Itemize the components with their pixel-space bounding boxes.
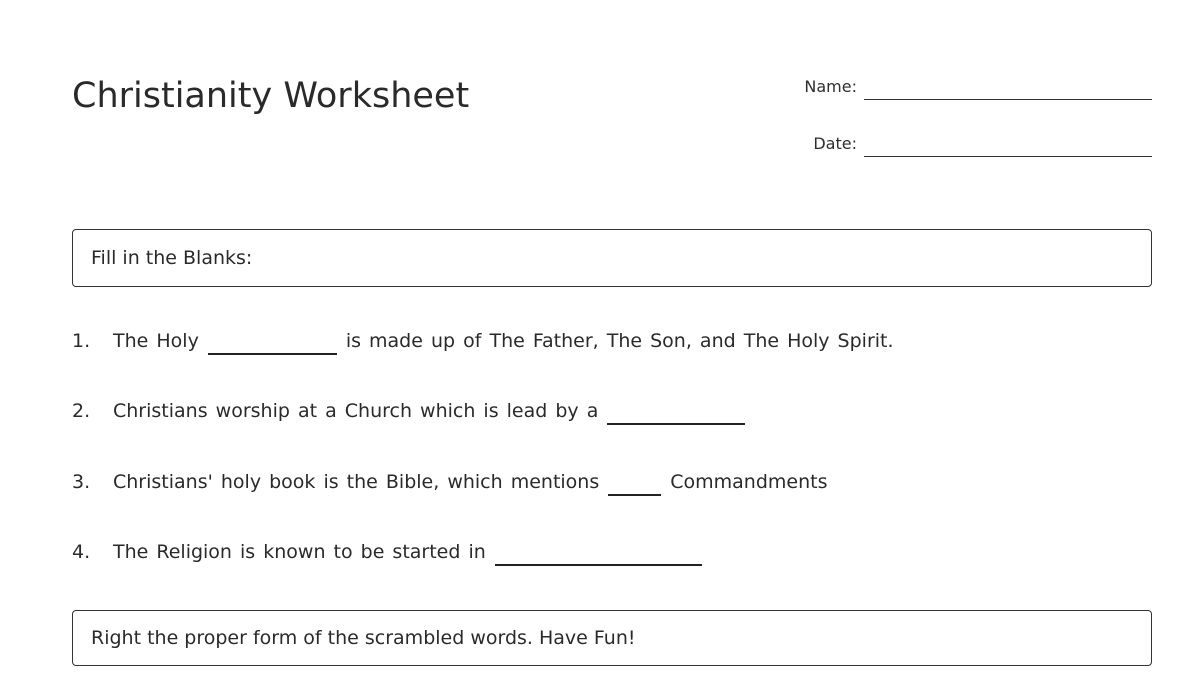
- question-text-before: Christians worship at a Church which is lead by a: [113, 400, 599, 422]
- question-number: 1.: [72, 330, 91, 352]
- question-text-after: Commandments: [670, 471, 828, 493]
- question-4: [72, 539, 711, 563]
- question-text-before: The Religion is known to be started in: [113, 541, 486, 563]
- fill-in-blanks-heading-box: [72, 229, 1152, 287]
- question-1: [72, 328, 894, 352]
- fill-in-blanks-heading: Fill in the Blanks:: [91, 247, 253, 269]
- name-field-row: [804, 74, 1152, 100]
- answer-blank[interactable]: [608, 472, 661, 496]
- answer-blank[interactable]: [208, 331, 337, 355]
- question-number: 4.: [72, 541, 91, 563]
- question-number: 3.: [72, 471, 91, 493]
- question-number: 2.: [72, 400, 91, 422]
- name-input-line[interactable]: [864, 74, 1152, 100]
- answer-blank[interactable]: [495, 542, 702, 566]
- scrambled-words-heading: Right the proper form of the scrambled words. Have Fun!: [91, 627, 636, 649]
- question-2: [72, 398, 754, 422]
- date-label: Date:: [813, 134, 857, 153]
- scrambled-words-heading-box: [72, 610, 1152, 666]
- question-text-before: Christians' holy book is the Bible, which mentions: [113, 471, 600, 493]
- date-field-row: [813, 131, 1152, 157]
- answer-blank[interactable]: [607, 401, 745, 425]
- question-text-before: The Holy: [113, 330, 199, 352]
- question-3: [72, 469, 828, 493]
- question-text-after: is made up of The Father, The Son, and The Holy Spirit.: [345, 330, 894, 352]
- page-title: Christianity Worksheet: [72, 76, 470, 116]
- name-label: Name:: [804, 77, 857, 96]
- date-input-line[interactable]: [864, 131, 1152, 157]
